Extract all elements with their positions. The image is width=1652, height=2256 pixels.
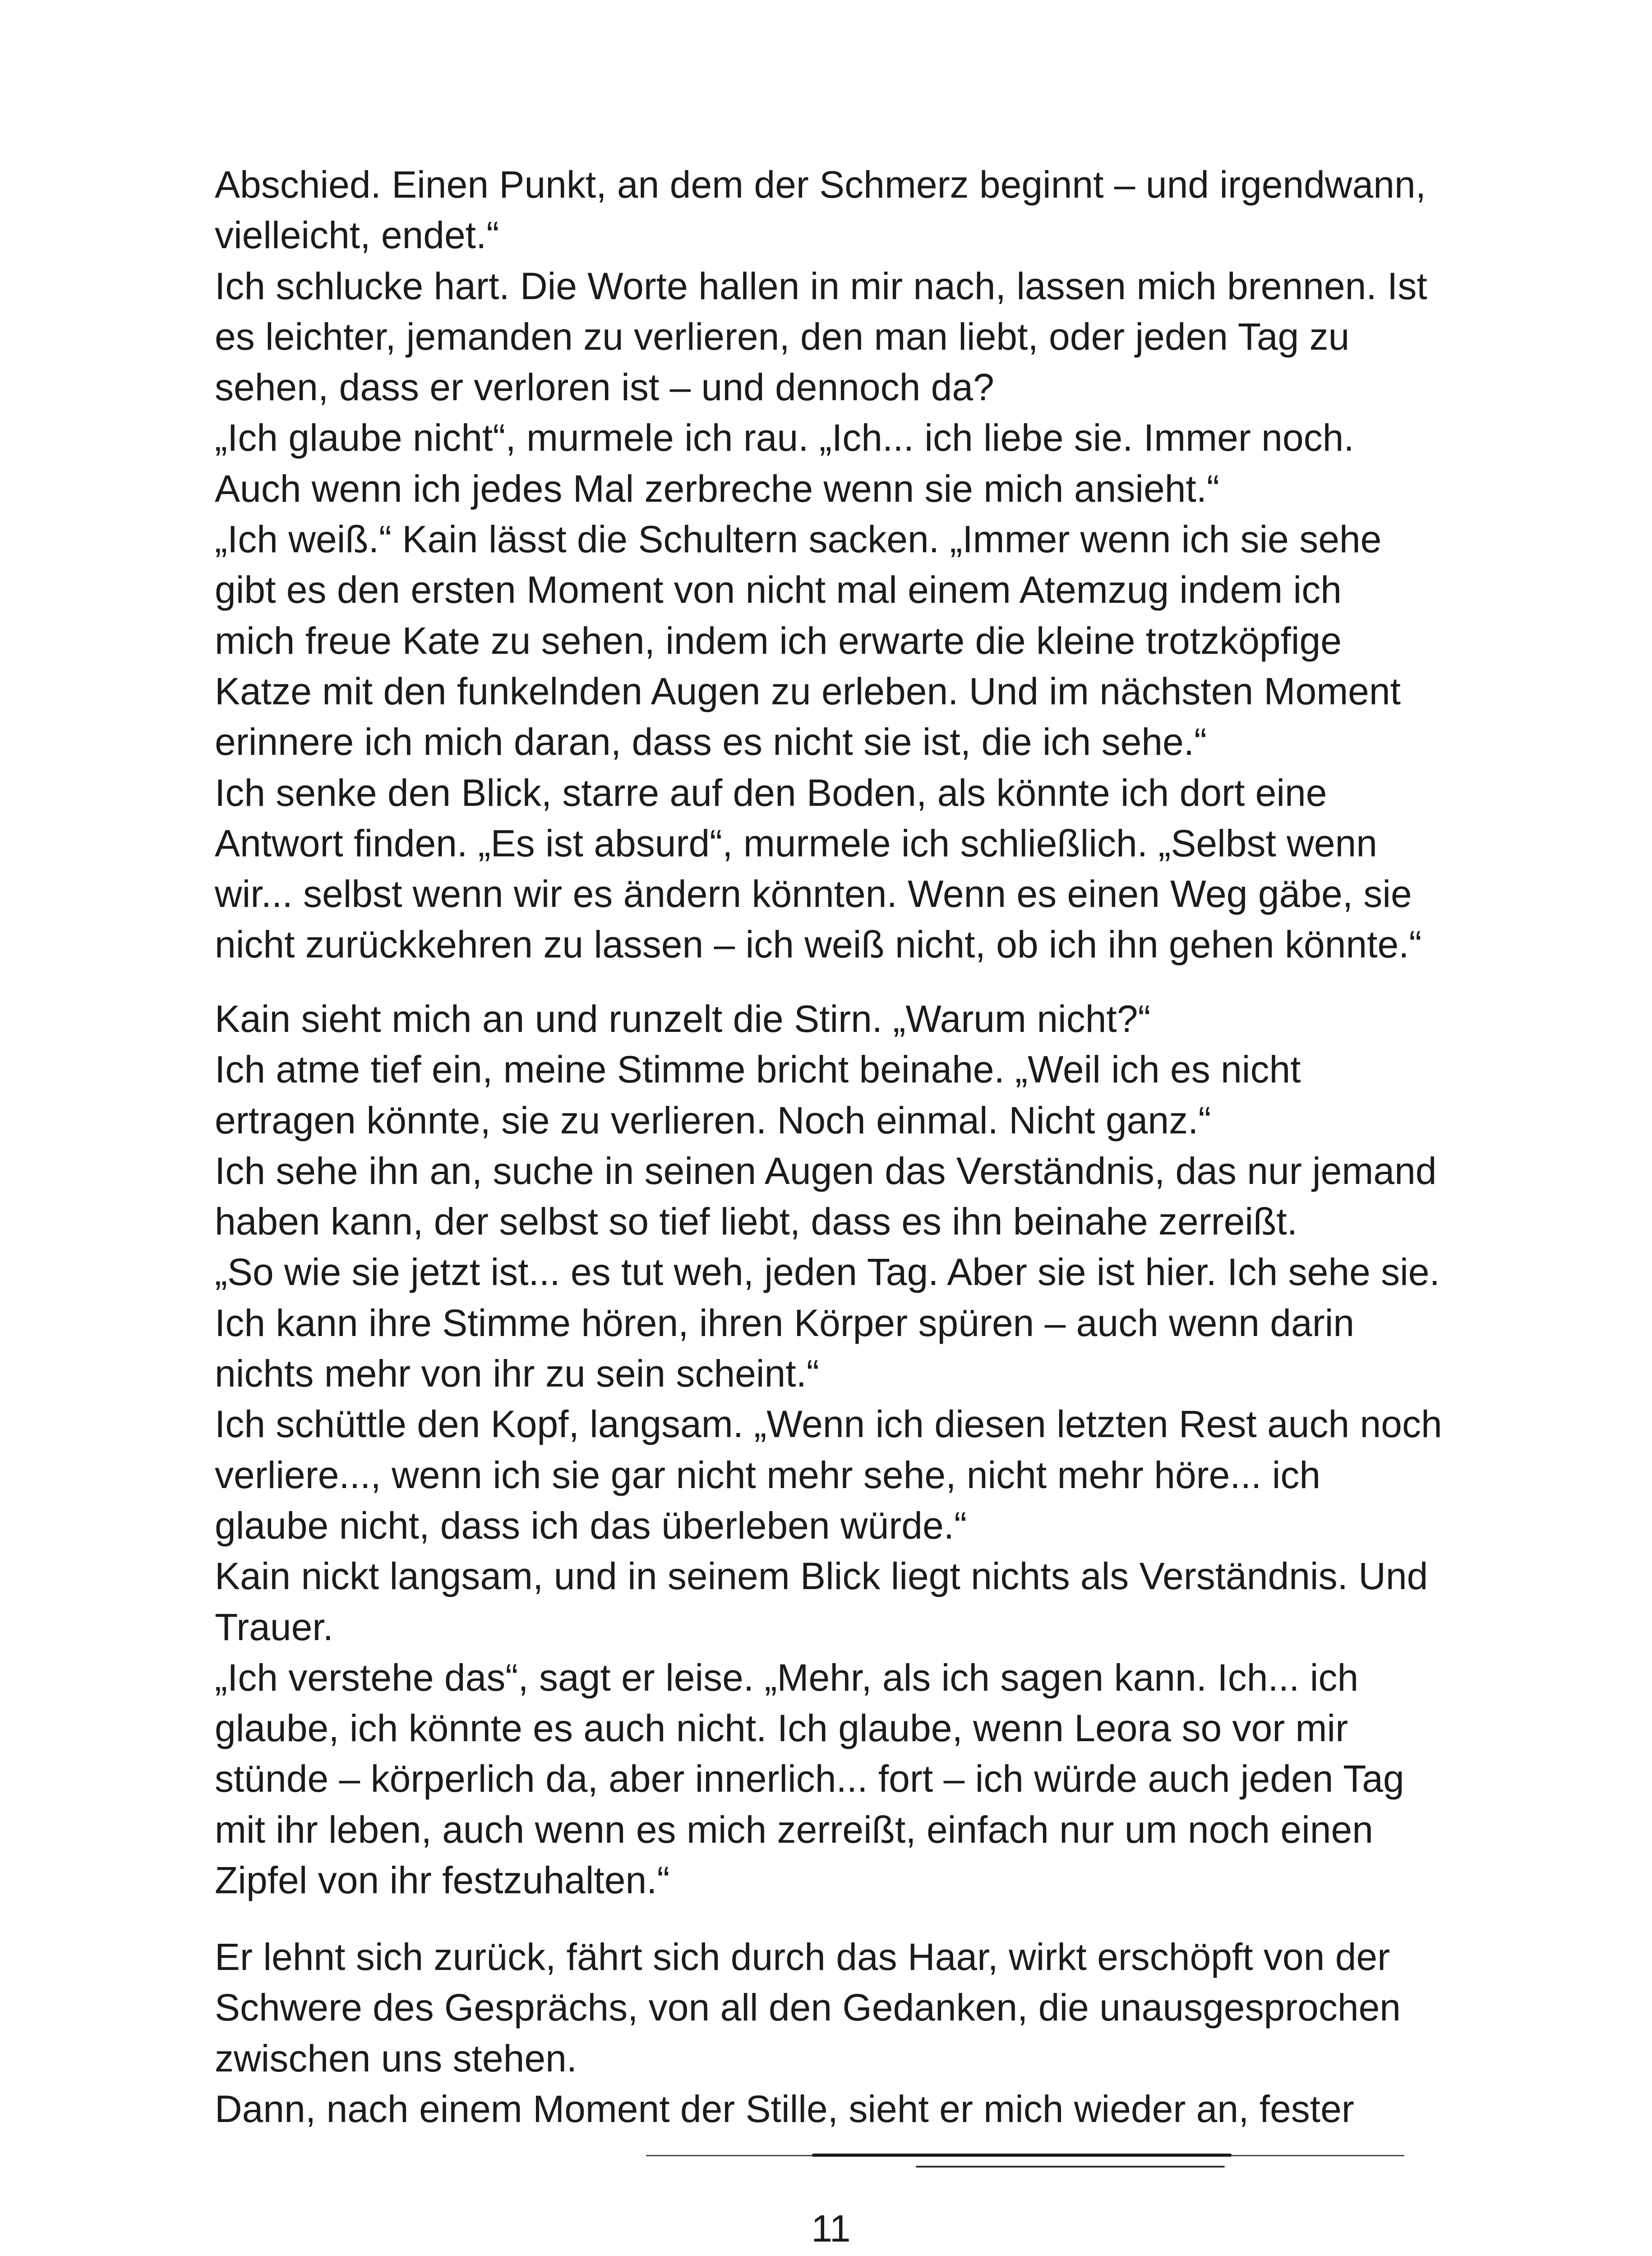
text-line: „Ich glaube nicht“, murmele ich rau. „Ich... ich liebe sie. Immer noch. — [215, 416, 1354, 459]
text-line: glaube, ich könnte es auch nicht. Ich glaube, wenn Leora so vor mir — [215, 1707, 1348, 1750]
footer-rule-accent — [812, 2154, 1232, 2157]
text-line: „Ich weiß.“ Kain lässt die Schultern sacken. „Immer wenn ich sie sehe — [215, 518, 1382, 561]
text-line: Trauer. — [215, 1605, 333, 1648]
text-line: Kain nickt langsam, und in seinem Blick liegt nichts als Verständnis. Und — [215, 1555, 1428, 1598]
text-line: Abschied. Einen Punkt, an dem der Schmerz beginnt – und irgendwann, — [215, 163, 1426, 206]
paragraph-block — [215, 159, 1591, 970]
text-line: gibt es den ersten Moment von nicht mal einem Atemzug indem ich — [215, 569, 1342, 611]
text-line: vielleicht, endet.“ — [215, 214, 499, 257]
text-line: Er lehnt sich zurück, fährt sich durch das Haar, wirkt erschöpft von der — [215, 1936, 1390, 1978]
text-line: nichts mehr von ihr zu sein scheint.“ — [215, 1352, 819, 1395]
paragraph-block — [215, 1932, 1591, 2134]
text-line: Ich schlucke hart. Die Worte hallen in mir nach, lassen mich brennen. Ist — [215, 264, 1427, 307]
text-line: nicht zurückkehren zu lassen – ich weiß nicht, ob ich ihn gehen könnte.“ — [215, 923, 1422, 966]
text-line: sehen, dass er verloren ist – und dennoch da? — [215, 366, 994, 409]
text-line: es leichter, jemanden zu verlieren, den man liebt, oder jeden Tag zu — [215, 315, 1350, 358]
text-line: Ich schüttle den Kopf, langsam. „Wenn ich diesen letzten Rest auch noch — [215, 1403, 1442, 1446]
text-line: Dann, nach einem Moment der Stille, sieht er mich wieder an, fester — [215, 2087, 1354, 2130]
text-line: „So wie sie jetzt ist... es tut weh, jeden Tag. Aber sie ist hier. Ich sehe sie. — [215, 1251, 1440, 1294]
text-line: verliere..., wenn ich sie gar nicht mehr sehe, nicht mehr höre... ich — [215, 1453, 1321, 1496]
text-line: Schwere des Gesprächs, von all den Gedanken, die unausgesprochen — [215, 1986, 1401, 2029]
text-line: zwischen uns stehen. — [215, 2037, 577, 2080]
text-line: Ich sehe ihn an, suche in seinen Augen das Verständnis, das nur jemand — [215, 1149, 1437, 1192]
text-line: haben kann, der selbst so tief liebt, dass es ihn beinahe zerreißt. — [215, 1200, 1298, 1243]
text-line: „Ich verstehe das“, sagt er leise. „Mehr, als ich sagen kann. Ich... ich — [215, 1656, 1359, 1699]
text-line: Ich atme tief ein, meine Stimme bricht beinahe. „Weil ich es nicht — [215, 1048, 1301, 1091]
text-line: erinnere ich mich daran, dass es nicht sie ist, die ich sehe.“ — [215, 721, 1207, 763]
text-line: Ich senke den Blick, starre auf den Boden, als könnte ich dort eine — [215, 771, 1327, 814]
text-line: stünde – körperlich da, aber innerlich... fort – ich würde auch jeden Tag — [215, 1757, 1404, 1800]
footer-rule-lower — [916, 2166, 1225, 2168]
text-line: Auch wenn ich jedes Mal zerbreche wenn sie mich ansieht.“ — [215, 467, 1220, 510]
text-line: glaube nicht, dass ich das überleben würde.“ — [215, 1504, 967, 1547]
paragraph-block — [215, 994, 1591, 1905]
text-line: Zipfel von ihr festzuhalten.“ — [215, 1859, 670, 1902]
text-line: wir... selbst wenn wir es ändern könnten. Wenn es einen Weg gäbe, sie — [215, 873, 1412, 915]
text-line: mich freue Kate zu sehen, indem ich erwarte die kleine trotzköpfige — [215, 619, 1342, 662]
text-line: Ich kann ihre Stimme hören, ihren Körper spüren – auch wenn darin — [215, 1301, 1355, 1344]
text-line: Katze mit den funkelnden Augen zu erleben. Und im nächsten Moment — [215, 670, 1401, 712]
text-line: mit ihr leben, auch wenn es mich zerreißt, einfach nur um noch einen — [215, 1808, 1373, 1851]
text-line: ertragen könnte, sie zu verlieren. Noch einmal. Nicht ganz.“ — [215, 1099, 1211, 1142]
page-number: 11 — [811, 2207, 851, 2250]
text-line: Antwort finden. „Es ist absurd“, murmele ich schließlich. „Selbst wenn — [215, 822, 1377, 864]
text-line: Kain sieht mich an und runzelt die Stirn. „Warum nicht?“ — [215, 998, 1151, 1040]
